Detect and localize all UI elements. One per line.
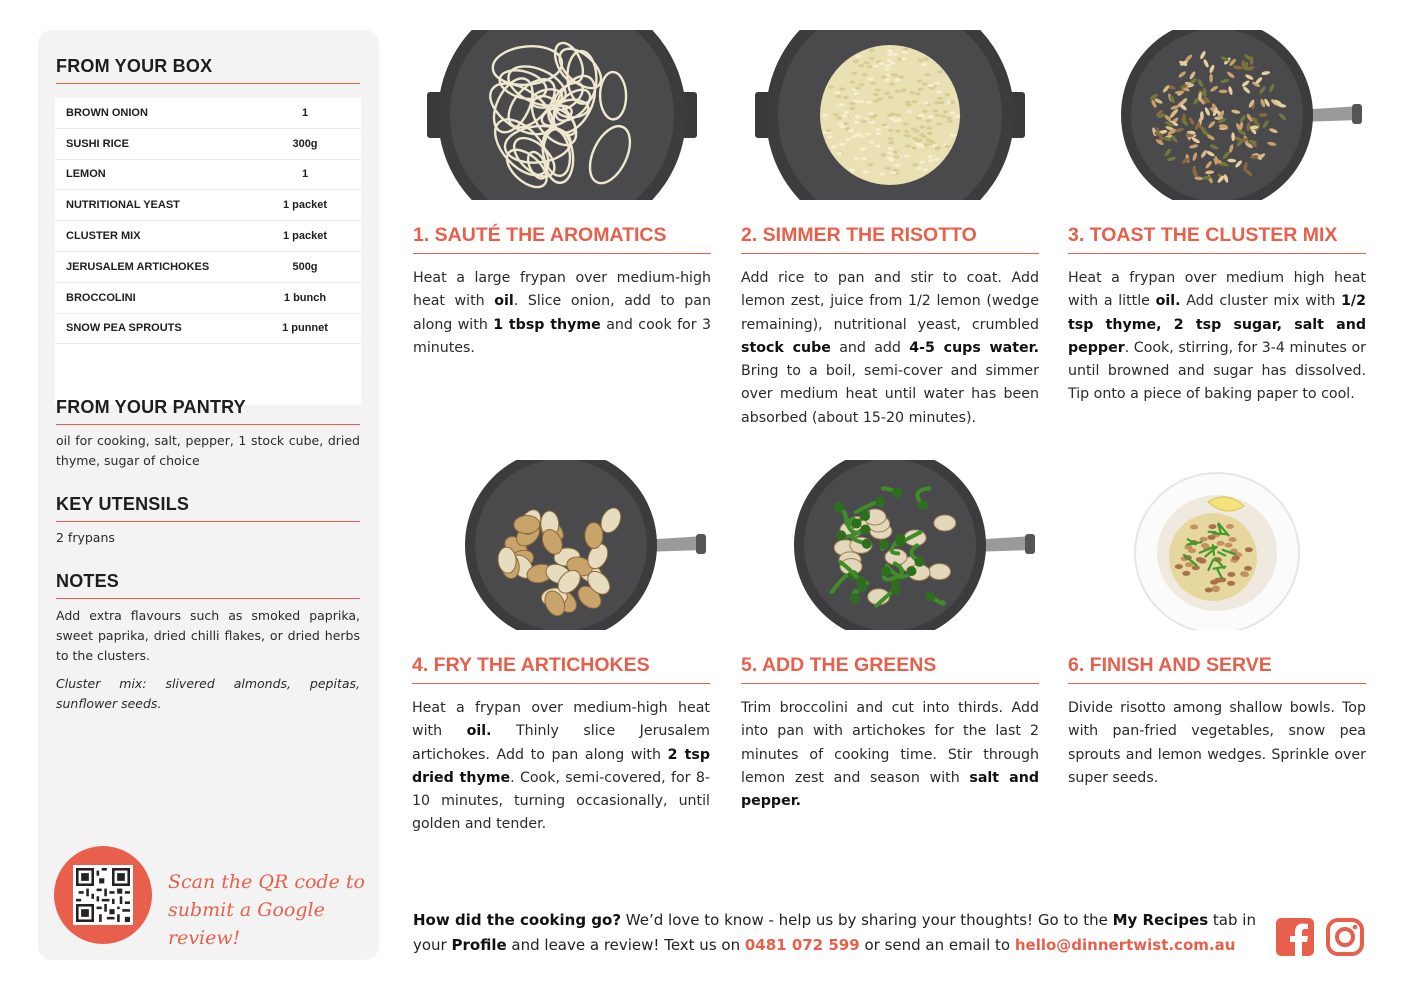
ingredient-qty: 1 bunch — [283, 291, 327, 304]
step-title: 6. FINISH AND SERVE — [1068, 654, 1366, 684]
step-instructions — [1068, 697, 1366, 790]
ingredient-qty: 300g — [292, 137, 318, 150]
review-prompt — [413, 908, 1263, 958]
step-instructions — [1068, 267, 1366, 407]
step-text-segment: Thinly slice Jerusalem artichokes. Add to pan along with — [412, 723, 710, 763]
ingredient-name: LEMON — [66, 168, 106, 181]
ingredient-name: CLUSTER MIX — [66, 230, 141, 243]
qr-caption-line-2: submit a Google review! — [168, 899, 325, 949]
step-title: 4. FRY THE ARTICHOKES — [412, 654, 710, 684]
facebook-icon[interactable] — [1275, 917, 1315, 957]
notes-italic-text: Cluster mix: slivered almonds, pepitas, sunflower seeds. — [56, 676, 360, 711]
step-bold-text: 4-5 cups water. — [909, 339, 1039, 356]
utensils-title: KEY UTENSILS — [56, 494, 360, 522]
my-recipes-label: My Recipes — [1112, 911, 1209, 929]
step-text-segment: . Slice onion, add to pan along with — [413, 293, 711, 333]
step-bold-text: oil. — [1155, 293, 1181, 310]
step-text-segment: . Cook, stirring, for 3-4 minutes or until browned and sugar has dissolved. Tip onto a piece of baking paper to cool. — [1068, 339, 1366, 403]
ingredients-sidebar — [38, 30, 379, 960]
phone-link[interactable]: 0481 072 599 — [744, 936, 860, 954]
ingredient-row — [55, 283, 361, 314]
ingredient-row — [55, 314, 361, 345]
step-bold-text: oil. — [466, 723, 492, 740]
step-instructions — [741, 267, 1039, 430]
review-text-c: and leave a review! Text us on — [506, 936, 745, 954]
ingredient-name: BROWN ONION — [66, 106, 148, 119]
review-text-b: tab in your — [413, 911, 1256, 954]
ingredient-name: BROCCOLINI — [66, 291, 136, 304]
ingredient-row — [55, 98, 361, 129]
qr-caption — [168, 868, 368, 952]
step-text-segment: Heat a frypan over medium high heat with a little — [1068, 270, 1366, 310]
qr-code-badge[interactable] — [54, 846, 152, 944]
notes-title: NOTES — [56, 571, 360, 599]
step-bold-text: salt and pepper. — [741, 769, 1039, 810]
ingredient-name: SNOW PEA SPROUTS — [66, 322, 182, 335]
step-text-segment: and add — [830, 339, 910, 356]
instagram-icon[interactable] — [1325, 917, 1365, 957]
step-text-segment: Heat a large frypan over medium-high heat with — [413, 270, 711, 310]
step-instructions — [413, 267, 711, 360]
step-bold-text: oil — [494, 293, 514, 310]
pantry-title: FROM YOUR PANTRY — [56, 397, 360, 425]
ingredient-name: JERUSALEM ARTICHOKES — [66, 260, 210, 273]
qr-code-icon[interactable] — [73, 865, 133, 925]
step-title: 1. SAUTÉ THE AROMATICS — [413, 224, 711, 254]
ingredient-name: NUTRITIONAL YEAST — [66, 199, 180, 212]
ingredient-qty: 1 punnet — [282, 322, 328, 335]
step-bold-text: 2 tsp dried thyme — [412, 746, 711, 786]
ingredient-qty: 1 — [301, 168, 309, 181]
ingredient-row — [55, 190, 361, 221]
ingredient-qty: 1 — [301, 106, 309, 119]
ingredient-row — [55, 160, 361, 191]
review-text-a: We’d love to know - help us by sharing your thoughts! Go to the — [621, 911, 1113, 929]
step-instructions — [412, 697, 710, 837]
greens-pan-icon — [741, 460, 1039, 630]
step-text-segment: Heat a frypan over medium-high heat with — [412, 700, 710, 740]
from-your-box-title: FROM YOUR BOX — [56, 56, 360, 84]
step-title: 5. ADD THE GREENS — [741, 654, 1039, 684]
step-text-segment: . Cook, semi-covered, for 8-10 minutes, turning occasionally, until golden and tender. — [412, 769, 710, 833]
review-text-d: or send an email to — [859, 936, 1015, 954]
profile-label: Profile — [451, 936, 507, 954]
ingredient-row — [55, 252, 361, 283]
ingredient-name: SUSHI RICE — [66, 137, 129, 150]
step-bold-text: 1/2 tsp thyme, 2 tsp sugar, salt and pepper — [1068, 293, 1366, 356]
risotto-pan-icon — [741, 30, 1039, 200]
step-title: 2. SIMMER THE RISOTTO — [741, 224, 1039, 254]
plated-risotto-icon — [1068, 460, 1366, 630]
step-bold-text: stock cube — [741, 339, 831, 356]
email-link[interactable]: hello@dinnertwist.com.au — [1014, 936, 1236, 954]
artichoke-pan-icon — [412, 460, 710, 630]
pantry-text: oil for cooking, salt, pepper, 1 stock cube, dried thyme, sugar of choice — [56, 433, 360, 468]
step-bold-text: 1 tbsp thyme — [493, 316, 601, 333]
step-text-segment: Bring to a boil, semi-cover and simmer over medium heat until water has been absorbed (about 15-20 minutes). — [741, 363, 1039, 426]
onion-pan-icon — [413, 30, 711, 200]
qr-caption-line-1: Scan the QR code to — [168, 871, 365, 893]
cluster-pan-icon — [1068, 30, 1366, 200]
ingredient-row — [55, 129, 361, 160]
step-title: 3. TOAST THE CLUSTER MIX — [1068, 224, 1366, 254]
ingredient-qty: 500g — [292, 260, 318, 273]
step-text-segment: and cook for 3 minutes. — [413, 316, 711, 356]
step-instructions — [741, 697, 1039, 813]
ingredient-row — [55, 221, 361, 252]
step-text-segment: Add cluster mix with — [1180, 293, 1342, 310]
ingredient-qty: 1 packet — [282, 230, 328, 243]
ingredient-qty: 1 packet — [282, 199, 328, 212]
step-text-segment: Divide risotto among shallow bowls. Top with pan-fried vegetables, snow pea sprouts and lemon wedges. Sprinkle over super seeds. — [1068, 700, 1366, 786]
review-question: How did the cooking go? — [413, 911, 622, 929]
notes-text: Add extra flavours such as smoked paprika, sweet paprika, dried chilli flakes, or dried herbs to the clusters. — [56, 608, 360, 663]
step-text-segment: Add rice to pan and stir to coat. Add lemon zest, juice from 1/2 lemon (wedge remaining), nutritional yeast, crumbled — [741, 270, 1039, 333]
utensils-text: 2 frypans — [56, 530, 115, 545]
ingredients-table — [55, 98, 361, 405]
step-text-segment: Trim broccolini and cut into thirds. Add into pan with artichokes for the last 2 minutes of cooking time. Stir through lemon zest and season with — [741, 700, 1039, 786]
